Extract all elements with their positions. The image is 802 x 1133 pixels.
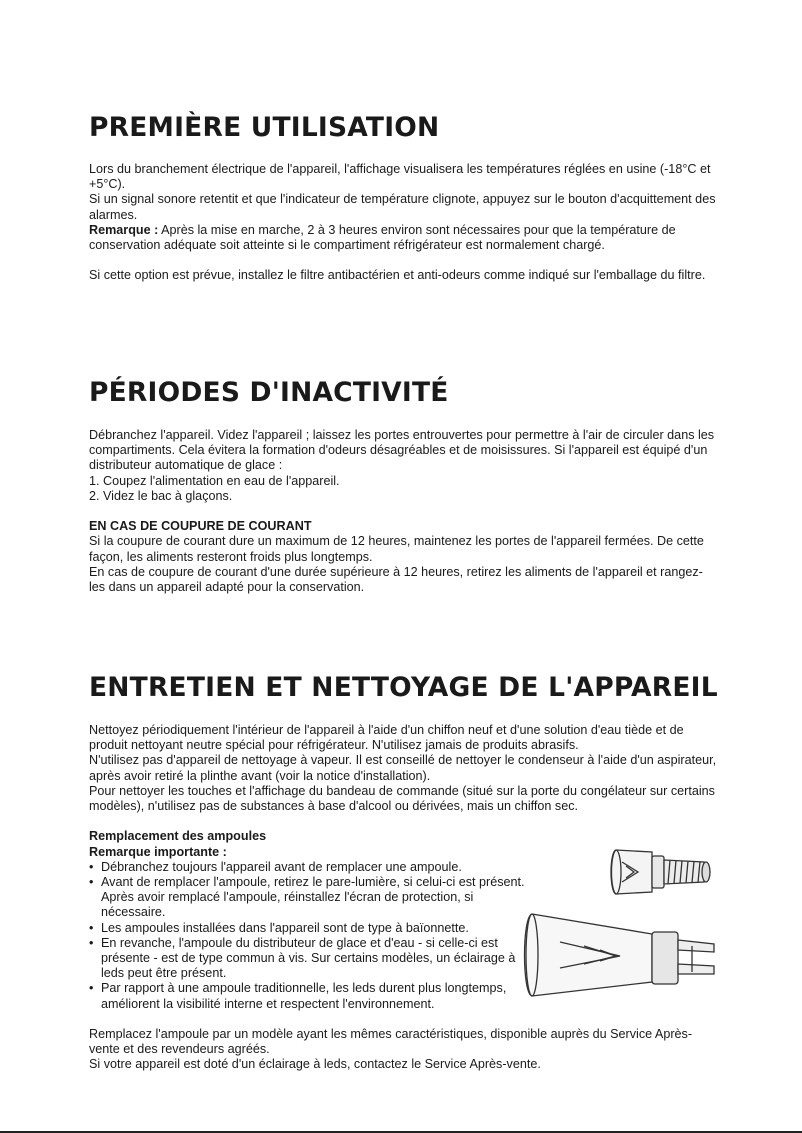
list-item: • Débranchez toujours l'appareil avant de remplacer une ampoule. [89, 860, 529, 875]
bayonet-bulb-icon [608, 836, 720, 908]
inactivity-body [89, 428, 717, 595]
heading-first-use: PREMIÈRE UTILISATION [89, 112, 440, 143]
heading-maintenance: ENTRETIEN ET NETTOYAGE DE L'APPAREIL [89, 672, 718, 703]
led-tube-bulb-icon [520, 906, 720, 1006]
note-text: Après la mise en marche, 2 à 3 heures environ sont nécessaires pour que la température de conservation adéquate soit atteinte si le compartiment réfrigérateur est normalement chargé. [89, 222, 676, 253]
first-use-body [89, 162, 717, 284]
note-label: Remarque : [89, 222, 159, 237]
list-item: • Par rapport à une ampoule traditionnelle, les leds durent plus longtemps, améliorent la visibilité interne et respectent l'environnement. [89, 981, 529, 1011]
inactivity-step: 1. Coupez l'alimentation en eau de l'appareil. [89, 473, 340, 488]
power-cut-subheading: EN CAS DE COUPURE DE COURANT [89, 519, 312, 534]
maintenance-paragraph: Pour nettoyer les touches et l'affichage du bandeau de commande (situé sur la porte du congélateur sur certains modèles), n'utilisez pas de substances à base d'alcool ou dérivées, mais un chiffon sec. [89, 783, 715, 814]
first-use-paragraph: Lors du branchement électrique de l'appareil, l'affichage visualisera les températures réglées en usine (-18°C et +5°C). [89, 162, 711, 192]
list-item: • Les ampoules installées dans l'appareil sont de type à baïonnette. [89, 921, 529, 936]
power-cut-paragraph: En cas de coupure de courant d'une durée supérieure à 12 heures, retirez les aliments de l'appareil et rangez-les dans un appareil adapté pour la conservation. [89, 564, 703, 595]
heading-inactivity: PÉRIODES D'INACTIVITÉ [89, 377, 449, 408]
inactivity-step: 2. Videz le bac à glaçons. [89, 488, 233, 503]
bulb-instructions-list [89, 860, 529, 1012]
first-use-note [89, 223, 717, 253]
first-use-paragraph: Si un signal sonore retentit et que l'indicateur de température clignote, appuyez sur le bouton d'acquittement des alarmes. [89, 192, 716, 222]
list-item: • Avant de remplacer l'ampoule, retirez le pare-lumière, si celui-ci est présent. Après avoir remplacé l'ampoule, réinstallez l'écran de protection, si nécessaire. [89, 875, 529, 921]
list-item: • En revanche, l'ampoule du distributeur de glace et d'eau - si celle-ci est présente - est de type commun à vis. Sur certains modèles, un éclairage à leds peut être présent. [89, 936, 529, 982]
maintenance-paragraph: N'utilisez pas d'appareil de nettoyage à vapeur. Il est conseillé de nettoyer le condenseur à l'aide d'un aspirateur, après avoir retiré la plinthe avant (voir la notice d'installation). [89, 753, 717, 783]
important-note-label: Remarque importante : [89, 844, 227, 859]
maintenance-paragraph: Si votre appareil est doté d'un éclairage à leds, contactez le Service Après-vente. [89, 1057, 541, 1072]
maintenance-paragraph: Nettoyez périodiquement l'intérieur de l'appareil à l'aide d'un chiffon neuf et d'une solution d'eau tiède et de produit nettoyant neutre spécial pour réfrigérateur. N'utilisez jamais de produits abrasifs. [89, 723, 684, 753]
inactivity-paragraph: Débranchez l'appareil. Videz l'appareil ; laissez les portes entrouvertes pour permettre à l'air de circuler dans les compartiments. Cela évitera la formation d'odeurs désagréables et de moisissures. Si l'appareil est équipé d'un distributeur automatique de glace : [89, 428, 715, 473]
power-cut-paragraph: Si la coupure de courant dure un maximum de 12 heures, maintenez les portes de l'appareil fermées. De cette façon, les aliments resteront froids plus longtemps. [89, 534, 704, 564]
first-use-paragraph: Si cette option est prévue, installez le filtre antibactérien et anti-odeurs comme indiqué sur l'emballage du filtre. [89, 268, 706, 283]
bulb-replacement-heading: Remplacement des ampoules [89, 829, 267, 844]
maintenance-paragraph: Remplacez l'ampoule par un modèle ayant les mêmes caractéristiques, disponible auprès du Service Après-vente et des revendeurs agréés. [89, 1027, 693, 1057]
